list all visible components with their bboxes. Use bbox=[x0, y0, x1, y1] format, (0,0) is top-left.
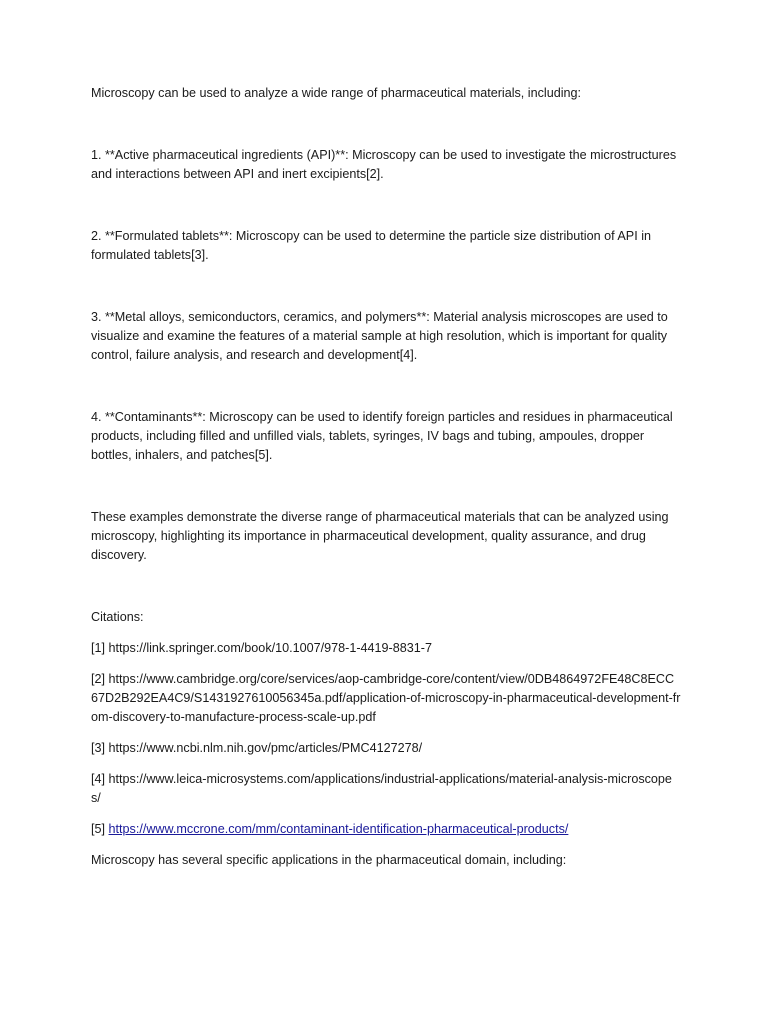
citation-url: https://www.leica-microsystems.com/applications/industrial-applications/material-analysis-microscopes/ bbox=[91, 772, 672, 805]
summary-paragraph: These examples demonstrate the diverse range of pharmaceutical materials that can be analyzed using microscopy, highlighting its importance in pharmaceutical development, quality assurance, and drug discovery. bbox=[91, 510, 669, 562]
citation-3 bbox=[91, 739, 681, 758]
closing-paragraph: Microscopy has several specific applications in the pharmaceutical domain, including: bbox=[91, 853, 567, 867]
document-body bbox=[91, 84, 681, 870]
citation-link[interactable]: https://www.mccrone.com/mm/contaminant-identification-pharmaceutical-products/ bbox=[108, 822, 569, 836]
intro-paragraph: Microscopy can be used to analyze a wide range of pharmaceutical materials, including: bbox=[91, 86, 582, 100]
citation-2 bbox=[91, 670, 681, 727]
citation-label: [2] bbox=[91, 672, 106, 686]
list-item-api: 1. **Active pharmaceutical ingredients (API)**: Microscopy can be used to investigate the microstructures and interactions between API and inert excipients[2]. bbox=[91, 148, 677, 181]
citation-label: [4] bbox=[91, 772, 106, 786]
list-item-tablets: 2. **Formulated tablets**: Microscopy can be used to determine the particle size distribution of API in formulated tablets[3]. bbox=[91, 229, 652, 262]
citation-5 bbox=[91, 820, 681, 839]
citation-label: [1] bbox=[91, 641, 106, 655]
citation-url: https://www.ncbi.nlm.nih.gov/pmc/articles/PMC4127278/ bbox=[108, 741, 423, 755]
list-item-contaminants: 4. **Contaminants**: Microscopy can be used to identify foreign particles and residues in pharmaceutical products, including filled and unfilled vials, tablets, syringes, IV bags and tubing, ampoules, dropper bottles, inhalers, and patches[5]. bbox=[91, 410, 673, 462]
citation-url: https://www.cambridge.org/core/services/aop-cambridge-core/content/view/0DB4864972FE48C8ECC67D2B292EA4C9/S1431927610056345a.pdf/application-of-microscopy-in-pharmaceutical-development-from-discovery-to-manufacture-process-scale-up.pdf bbox=[91, 672, 681, 724]
citation-label: [5] bbox=[91, 822, 106, 836]
citation-1 bbox=[91, 639, 681, 658]
list-item-materials: 3. **Metal alloys, semiconductors, ceramics, and polymers**: Material analysis microscopes are used to visualize and examine the features of a material sample at high resolution, which is important for quality control, failure analysis, and research and development[4]. bbox=[91, 310, 668, 362]
citation-label: [3] bbox=[91, 741, 106, 755]
citations-list bbox=[91, 639, 681, 839]
citation-url: https://link.springer.com/book/10.1007/978-1-4419-8831-7 bbox=[108, 641, 432, 655]
citations-heading: Citations: bbox=[91, 610, 144, 624]
citation-4 bbox=[91, 770, 681, 808]
